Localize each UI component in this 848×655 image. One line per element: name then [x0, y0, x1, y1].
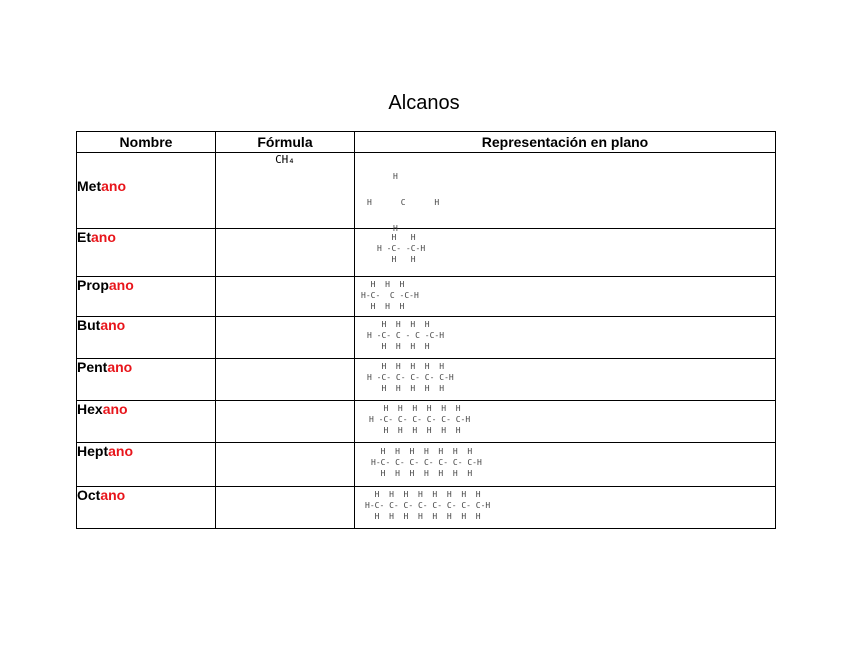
- name-suffix: ano: [100, 487, 126, 503]
- name-stem: Met: [77, 177, 102, 194]
- name-stem: Prop: [77, 277, 109, 293]
- table-row-heptano: [77, 443, 776, 487]
- pentane-structure-image: H H H H H H -C- C- C- C- C-H H H H H H: [367, 362, 454, 393]
- structure-cell: [355, 153, 776, 233]
- butane-structure-image: H H H H H -C- C - C -C-H H H H H: [367, 320, 445, 351]
- structure-cell: [355, 277, 776, 317]
- name-stem: Oct: [77, 487, 101, 503]
- ethane-structure-image: H H H -C- -C-H H H: [377, 233, 426, 264]
- name-cell: [77, 229, 216, 277]
- formula-cell: [216, 487, 355, 529]
- structure-cell: [355, 359, 776, 401]
- name-stem: But: [77, 317, 101, 333]
- methane-structure-image: H H C H H: [367, 172, 440, 233]
- name-stem: Et: [77, 229, 91, 245]
- propane-structure-image: H H H H-C- C -C-H H H H: [361, 280, 419, 311]
- formula-cell: [216, 277, 355, 317]
- formula-cell: CH₄: [216, 153, 355, 229]
- table-row-butano: [77, 317, 776, 359]
- name-suffix: ano: [100, 317, 126, 333]
- heptane-structure-image: H H H H H H H H-C- C- C- C- C- C- C-H H H H H H H H: [371, 447, 482, 478]
- structure-cell: [355, 487, 776, 529]
- name-cell: [77, 153, 216, 229]
- name-suffix: ano: [107, 359, 133, 375]
- name-suffix: ano: [108, 277, 134, 293]
- name-cell: [77, 487, 216, 529]
- name-stem: Pent: [77, 359, 108, 375]
- formula-cell: [216, 229, 355, 277]
- alkanes-table: [76, 131, 776, 529]
- name-cell: [77, 401, 216, 443]
- name-cell: [77, 443, 216, 487]
- table-row-propano: [77, 277, 776, 317]
- name-suffix: ano: [91, 229, 116, 245]
- header-representacion: Representación en plano: [355, 132, 776, 153]
- name-stem: Hex: [77, 401, 103, 417]
- page-title: Alcanos: [388, 92, 460, 114]
- formula-cell: [216, 359, 355, 401]
- name-cell: [77, 359, 216, 401]
- name-cell: [77, 277, 216, 317]
- table-row-hexano: [77, 401, 776, 443]
- header-formula: Fórmula: [216, 132, 355, 153]
- formula-cell: [216, 401, 355, 443]
- formula-cell: [216, 317, 355, 359]
- table-row-octano: [77, 487, 776, 529]
- name-suffix: ano: [101, 177, 127, 194]
- name-suffix: ano: [102, 401, 128, 417]
- hexane-structure-image: H H H H H H H -C- C- C- C- C- C-H H H H H H H: [369, 404, 471, 435]
- name-cell: [77, 317, 216, 359]
- name-suffix: ano: [108, 443, 134, 459]
- structure-cell: [355, 443, 776, 487]
- formula-cell: [216, 443, 355, 487]
- table-row-etano: [77, 229, 776, 277]
- name-stem: Hept: [77, 443, 109, 459]
- table-header-row: [77, 132, 776, 153]
- table-row-pentano: [77, 359, 776, 401]
- structure-cell: [355, 229, 776, 277]
- table-row-metano: [77, 153, 776, 229]
- structure-cell: [355, 401, 776, 443]
- header-nombre: Nombre: [77, 132, 216, 153]
- structure-cell: [355, 317, 776, 359]
- octane-structure-image: H H H H H H H H H-C- C- C- C- C- C- C- C-H H H H H H H H H: [365, 490, 491, 521]
